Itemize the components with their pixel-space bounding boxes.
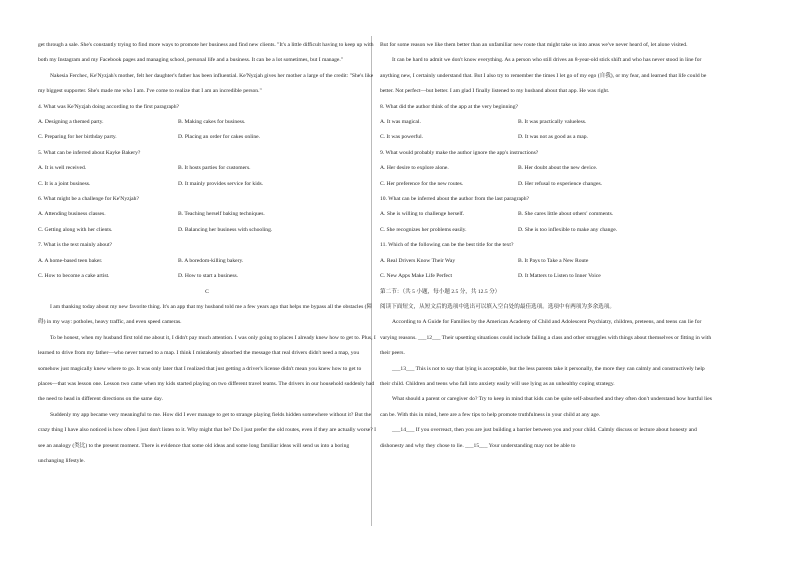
option[interactable]: B. A boredom-killing bakery. [178,257,244,264]
question-9-options-row1 [380,161,714,176]
question-8-options-row1 [380,115,714,130]
cloze-paragraph-4: ___14___ If you overreact, then you are just building a barrier between you and your child. Calmly discuss or lecture about honesty and dishonesty and why they chose to lie. ___15___ Your understanding may not be able to [380,427,697,449]
option[interactable]: D. How to start a business. [178,273,239,280]
question-8-options-row2 [380,130,714,145]
question-9-options-row2 [380,177,714,192]
passage-c-paragraph-3: Suddenly my app became very meaningful to me. How did I ever manage to get to strange playing fields hidden somewhere without it? But the crazy thing I have also noticed is how often I just don't listen to it. Why might that be? Do I just prefer the old routes, even if they are actually worse? I see an analogy (类比) to the present moment. There is evidence that some old ideas and some long familiar ideas will send us into a boring unchanging lifestyle. [38,411,376,464]
question-4: 4. What was Ke'Nyzjah doing according to the first paragraph? [38,103,180,110]
question-7-options-row2 [38,269,376,284]
passage-c-paragraph-1: I am thanking today about my new favorite thing. It's an app that my husband told me a few years ago that helps me bypass all the obstacles (障碍) in my way: potholes, heavy traffic, and even speed cameras. [38,303,373,326]
question-6: 6. What might be a challenge for Ke'Nyzjah? [38,196,139,203]
option[interactable]: B. Making cakes for business. [178,119,246,126]
passage-c-paragraph-last: It can be hard to admit we don't know everything. As a person who still drives an 8-year-old stick shift and who has never stood in line for anything new, I certainly understand that. But I also try to remember the times I let go of my ego (自我), or my fear, and learned that life could be better. Not perfect—but better. I am glad I finally listened to my husband about that app. He was right. [380,57,707,95]
question-5-options-row1 [38,161,376,176]
option[interactable]: C. How to become a cake artist. [38,273,110,280]
option[interactable]: B. It Pays to Take a New Route [518,257,589,264]
question-10-options-row1 [380,207,714,222]
option[interactable]: A. Real Drivers Know Their Way [380,257,456,264]
cloze-paragraph-3: What should a parent or caregiver do? Try to keep in mind that kids can be quite self-absorbed and they often don't understand how hurtful lies can be. With this in mind, here are a few tips to help promote truthfulness in your child at any age. [380,396,712,418]
question-11-options-row2 [380,269,714,284]
question-11-options-row1 [380,254,714,269]
question-6-options-row2 [38,223,376,238]
option[interactable]: A. Attending business classes. [38,211,106,218]
option[interactable]: D. Her refusal to experience changes. [518,180,603,187]
option[interactable]: D. Balancing her business with schooling. [178,226,273,233]
cloze-paragraph-1: According to A Guide for Families by the American Academy of Child and Adolescent Psychiatry, children, preteens, and teens can lie for varying reasons. ___12___ Their upsetting situations could include failing a class and other struggles with things about themselves or fitting in with their peers. [380,319,712,357]
question-5: 5. What can be inferred about Kayke Bakery? [38,149,141,156]
question-5-options-row2 [38,177,376,192]
passage-c-paragraph-2: To be honest, when my husband first told me about it, I didn't pay much attention. I was only going to places I already knew how to get to. Plus, I learned to drive from my father—who never turned to a map. I think I mistakenly absorbed the message that real drivers didn't need a map, you somehow just magically knew where to go. It was only later that I realized that just getting a driver's license didn't mean you knew how to get to places—that was lesson one. Lesson two came when my kids started playing on two different travel teams. The drivers in our household suddenly had the need to head in different directions on the same day. [38,334,376,403]
option[interactable]: A. She is willing to challenge herself. [380,211,465,218]
option[interactable]: A. A home-based teen baker. [38,257,103,264]
question-4-options-row1 [38,115,376,130]
question-7: 7. What is the text mainly about? [38,242,112,249]
option[interactable]: C. Preparing for her birthday party. [38,134,117,141]
option[interactable]: A. It is well received. [38,165,87,172]
section-two-instructions: 阅读下面短文，从短文后的选项中选出可以填入空白处的最佳选项。选项中有两项为多余选项。 [380,303,615,310]
option[interactable]: B. It was practically valueless. [518,119,587,126]
option[interactable]: B. She cares little about others' comments. [518,211,614,218]
passage-c-paragraph-cont: But for some reason we like them better than an unfamiliar new route that might take us into areas we've never heard of, let alone visited. [380,42,688,48]
option[interactable]: B. It hosts parties for customers. [178,165,251,172]
question-4-options-row2 [38,130,376,145]
section-two-heading: 第二节：（共 5 小题，每小题 2.5 分，共 12.5 分） [380,288,501,295]
question-11: 11. Which of the following can be the best title for the text? [380,242,514,249]
option[interactable]: D. Placing an order for cakes online. [178,134,261,141]
option[interactable]: C. She recognizes her problems easily. [380,226,467,233]
option[interactable]: D. It mainly provides service for kids. [178,180,264,187]
question-10: 10. What can be inferred about the author from the last paragraph? [380,196,530,203]
option[interactable]: C. New Apps Make Life Perfect [380,273,453,280]
option[interactable]: A. Designing a themed party. [38,119,104,126]
option[interactable]: D. It was not as good as a map. [518,134,588,141]
option[interactable]: D. It Matters to Listen to Inner Voice [518,273,601,280]
passage-b-paragraph-end: get through a sale. She's constantly trying to find more ways to promote her business and find new clients. "It's a little difficult having to keep up with both my Instagram and my Facebook pages and managing school, personal life and a business. It can be a lot sometimes, but I manage." [38,42,374,64]
question-6-options-row1 [38,207,376,222]
option[interactable]: A. It was magical. [380,119,421,126]
option[interactable]: C. It is a joint business. [38,180,91,187]
option[interactable]: C. Her preference for the new routes. [380,180,464,187]
question-8: 8. What did the author think of the app at the very beginning? [380,103,518,110]
cloze-paragraph-2: ___13___ This is not to say that lying is acceptable, but the less parents take it personally, the more they can calmly and constructively help their child. Children and teens who fall into anxiety easily will use lying as an unhealthy coping strategy. [380,365,705,387]
left-column [38,38,376,469]
option[interactable]: A. Her desire to explore alone. [380,165,449,172]
section-heading-c: C [205,288,209,295]
right-column [380,38,714,454]
option[interactable]: B. Her doubt about the new device. [518,165,598,172]
question-10-options-row2 [380,223,714,238]
passage-b-paragraph-mother: Nakesia Ferchec, Ke'Nyzjah's mother, felt her daughter's father has been influential. Ke'Nyzjah gives her mother a large of the credit: "She's like my biggest supporter. She's made me who I am. I've come to realize that I am an incredible person." [38,72,374,95]
option[interactable]: B. Teaching herself baking techniques. [178,211,265,218]
option[interactable]: D. She is too inflexible to make any change. [518,226,618,233]
question-7-options-row1 [38,254,376,269]
question-9: 9. What would probably make the author ignore the app's instructions? [380,149,539,156]
option[interactable]: C. Getting along with her clients. [38,226,113,233]
option[interactable]: C. It was powerful. [380,134,424,141]
